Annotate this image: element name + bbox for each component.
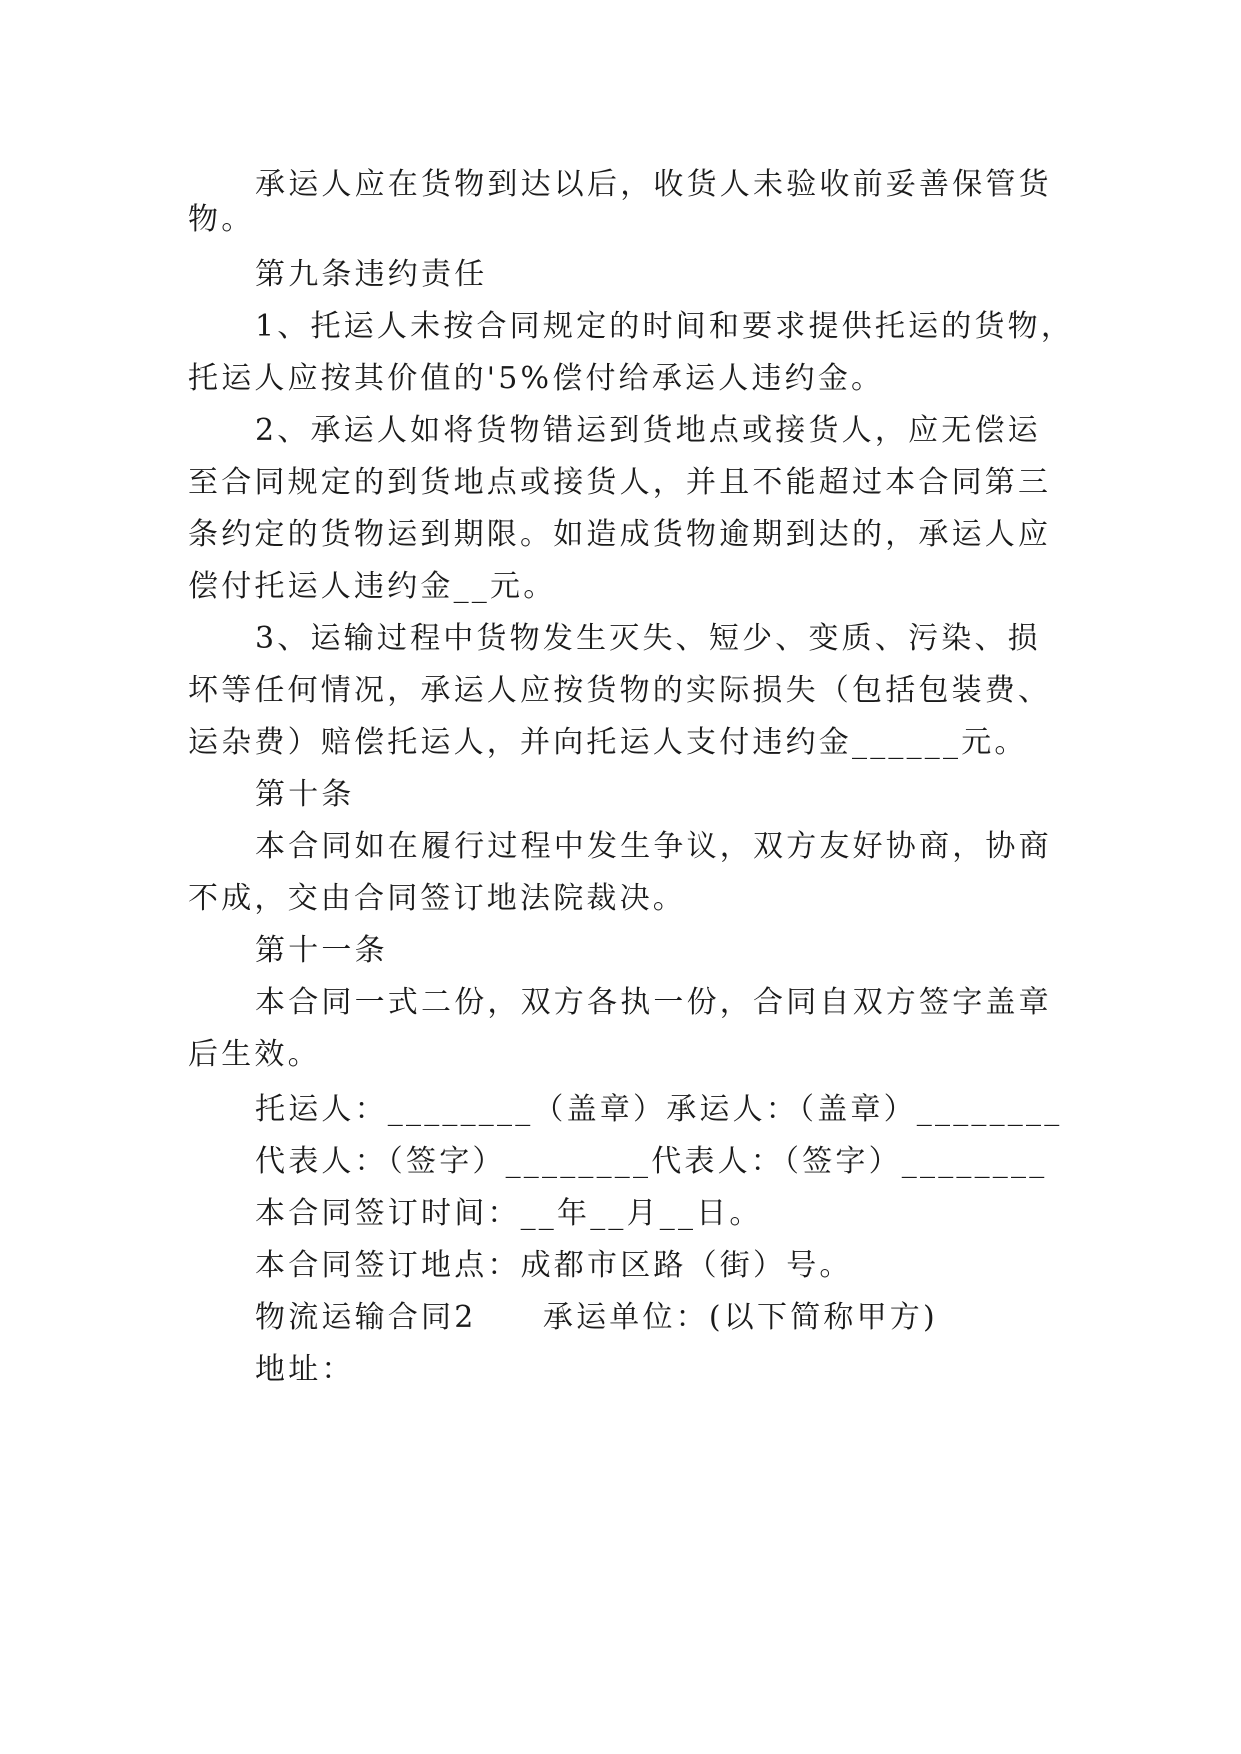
clause-9-3-line-2: 坏等任何情况，承运人应按货物的实际损失（包括包装费、 [188,673,1052,708]
article-10-line-2: 不成，交由合同签订地法院裁决。 [188,881,686,916]
clause-9-2-line-1: 2、承运人如将货物错运到货地点或接货人，应无偿运 [255,413,1041,448]
clause-9-3-line-1: 3、运输过程中货物发生灭失、短少、变质、污染、损 [255,621,1041,656]
article-11-heading: 第十一条 [255,933,388,968]
article-9-heading: 第九条违约责任 [255,257,488,292]
clause-9-1-line-1: 1、托运人未按合同规定的时间和要求提供托运的货物， [255,309,1075,344]
contract-2-title-line: 物流运输合同2 承运单位：(以下简称甲方) [255,1300,938,1335]
article-10-line-1: 本合同如在履行过程中发生争议，双方友好协商，协商 [255,829,1052,864]
address-label: 地址： [255,1352,355,1387]
article-10-heading: 第十条 [255,777,355,812]
clause-9-2-line-2: 至合同规定的到货地点或接货人，并且不能超过本合同第三 [188,465,1052,500]
clause-9-1-line-2: 托运人应按其价值的'5%偿付给承运人违约金。 [188,361,885,396]
paragraph-storage-line-2: 物。 [188,202,255,237]
article-11-line-1: 本合同一式二份，双方各执一份，合同自双方签字盖章 [255,985,1052,1020]
clause-9-2-line-3: 条约定的货物运到期限。如造成货物逾期到达的，承运人应 [188,517,1052,552]
signature-representative-line: 代表人：（签字）________代表人：（签字）________ [255,1144,1048,1179]
paragraph-storage-line-1: 承运人应在货物到达以后，收货人未验收前妥善保管货 [255,167,1052,202]
signing-place-line: 本合同签订地点：成都市区路（街）号。 [255,1248,853,1283]
signature-shipper-line: 托运人：________（盖章）承运人：（盖章）________ [255,1092,1063,1127]
signing-date-line: 本合同签订时间：__年__月__日。 [255,1196,763,1231]
clause-9-2-line-4: 偿付托运人违约金__元。 [188,569,557,604]
article-11-line-2: 后生效。 [188,1037,321,1072]
clause-9-3-line-3: 运杂费）赔偿托运人，并向托运人支付违约金______元。 [188,725,1028,760]
